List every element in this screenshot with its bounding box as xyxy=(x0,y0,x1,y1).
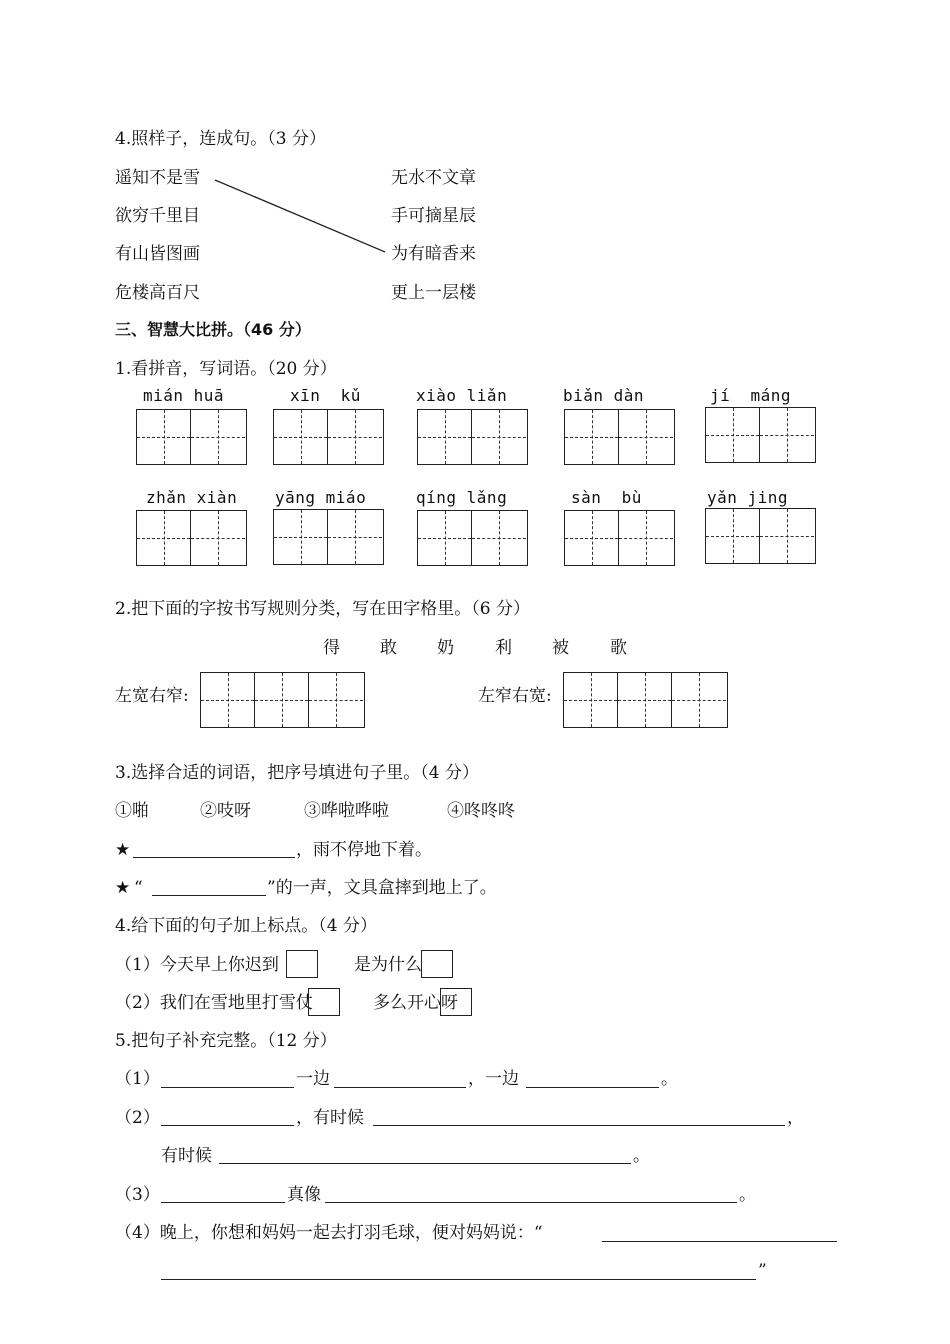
option-item: ③哗啦哗啦 xyxy=(304,801,389,821)
question-title: 5.把句子补充完整。（12 分） xyxy=(115,1031,337,1051)
category-label: 左窄右宽: xyxy=(478,686,552,706)
star-icon: ★ xyxy=(115,878,131,898)
sentence-text: （4）晚上，你想和妈妈一起去打羽毛球，便对妈妈说：“ xyxy=(115,1223,543,1243)
punctuation-box[interactable] xyxy=(421,950,453,978)
tianzige-box[interactable] xyxy=(563,672,728,728)
sentence-text: ”的一声，文具盒摔到地上了。 xyxy=(267,878,497,898)
pinyin-label: xiào liǎn xyxy=(416,386,508,405)
tianzige-box[interactable] xyxy=(273,409,384,465)
pinyin-label: yāng miáo xyxy=(275,488,367,507)
match-left-1: 遥知不是雪 xyxy=(115,168,200,188)
sentence-text: 一边 xyxy=(296,1069,330,1089)
tianzige-box[interactable] xyxy=(564,510,675,566)
tianzige-box[interactable] xyxy=(417,510,528,566)
pinyin-label: sàn bù xyxy=(571,488,642,507)
tianzige-box[interactable] xyxy=(705,407,816,463)
option-item: ①啪 xyxy=(115,801,149,821)
char-item: 歌 xyxy=(610,638,627,658)
sentence-text: 多么开心呀 xyxy=(373,993,458,1013)
answer-blank[interactable] xyxy=(219,1163,631,1164)
section-title: 三、智慧大比拼。（46 分） xyxy=(115,320,311,339)
match-left-4: 危楼高百尺 xyxy=(115,283,200,303)
match-left-2: 欲穷千里目 xyxy=(115,206,200,226)
answer-blank[interactable] xyxy=(161,1125,294,1126)
star-icon: ★ xyxy=(115,840,131,860)
punctuation-box[interactable] xyxy=(286,950,318,978)
question-title: 1.看拼音，写词语。（20 分） xyxy=(115,359,337,379)
answer-blank[interactable] xyxy=(334,1087,466,1088)
char-item: 得 xyxy=(323,638,340,658)
answer-blank[interactable] xyxy=(161,1202,285,1203)
match-right-3: 为有暗香来 xyxy=(391,244,476,264)
pinyin-label: biǎn dàn xyxy=(563,386,645,405)
match-right-1: 无水不文章 xyxy=(391,168,476,188)
pinyin-label: zhǎn xiàn xyxy=(146,488,238,507)
question-title: 4.照样子，连成句。（3 分） xyxy=(115,129,326,149)
pinyin-label: yǎn jing xyxy=(707,488,789,507)
char-item: 被 xyxy=(552,638,569,658)
question-title: 3.选择合适的词语，把序号填进句子里。（4 分） xyxy=(115,763,479,783)
char-item: 奶 xyxy=(437,638,454,658)
match-right-4: 更上一层楼 xyxy=(391,283,476,303)
tianzige-box[interactable] xyxy=(417,409,528,465)
sentence-text: 是为什么 xyxy=(354,955,422,975)
tianzige-box[interactable] xyxy=(136,510,247,566)
char-item: 利 xyxy=(495,638,512,658)
answer-blank[interactable] xyxy=(161,1087,294,1088)
pinyin-label: jí máng xyxy=(710,386,792,405)
answer-blank[interactable] xyxy=(373,1125,785,1126)
sentence-text: ，有时候 xyxy=(296,1108,364,1128)
item-number: （3） xyxy=(115,1185,160,1205)
match-connector-line xyxy=(0,0,950,320)
option-item: ④咚咚咚 xyxy=(447,801,515,821)
match-right-2: 手可摘星辰 xyxy=(391,206,476,226)
answer-blank[interactable] xyxy=(133,857,295,858)
quote-mark: ” xyxy=(758,1261,767,1281)
sentence-end: 。 xyxy=(633,1146,650,1166)
sentence-end: 。 xyxy=(739,1185,756,1205)
sentence-text: 真像 xyxy=(287,1185,321,1205)
answer-blank[interactable] xyxy=(526,1087,659,1088)
pinyin-label: xīn kǔ xyxy=(290,386,361,405)
tianzige-box[interactable] xyxy=(705,508,816,564)
option-item: ②吱呀 xyxy=(200,801,251,821)
match-left-3: 有山皆图画 xyxy=(115,244,200,264)
category-label: 左宽右窄: xyxy=(115,686,189,706)
punctuation-box[interactable] xyxy=(440,988,472,1016)
punctuation-box[interactable] xyxy=(308,988,340,1016)
quote-mark: “ xyxy=(134,878,143,898)
item-number: （1） xyxy=(115,1069,160,1089)
tianzige-box[interactable] xyxy=(564,409,675,465)
sentence-text: ，雨不停地下着。 xyxy=(296,840,432,860)
question-title: 2.把下面的字按书写规则分类，写在田字格里。（6 分） xyxy=(115,599,530,619)
sentence-text: 有时候 xyxy=(161,1146,212,1166)
pinyin-label: mián huā xyxy=(143,386,225,405)
question-title: 4.给下面的句子加上标点。（4 分） xyxy=(115,916,377,936)
tianzige-box[interactable] xyxy=(136,409,247,465)
answer-blank[interactable] xyxy=(152,895,266,896)
answer-blank[interactable] xyxy=(325,1202,737,1203)
sentence-text: ，一边 xyxy=(468,1069,519,1089)
pinyin-label: qíng lǎng xyxy=(416,488,508,507)
tianzige-box[interactable] xyxy=(273,509,384,565)
answer-blank[interactable] xyxy=(161,1279,756,1280)
char-item: 敢 xyxy=(380,638,397,658)
sentence-end: 。 xyxy=(661,1069,678,1089)
tianzige-box[interactable] xyxy=(200,672,365,728)
answer-blank[interactable] xyxy=(602,1241,837,1242)
sentence-end: ， xyxy=(787,1108,804,1128)
sentence-text: （2）我们在雪地里打雪仗 xyxy=(115,993,313,1013)
sentence-text: （1）今天早上你迟到 xyxy=(115,955,279,975)
item-number: （2） xyxy=(115,1108,160,1128)
